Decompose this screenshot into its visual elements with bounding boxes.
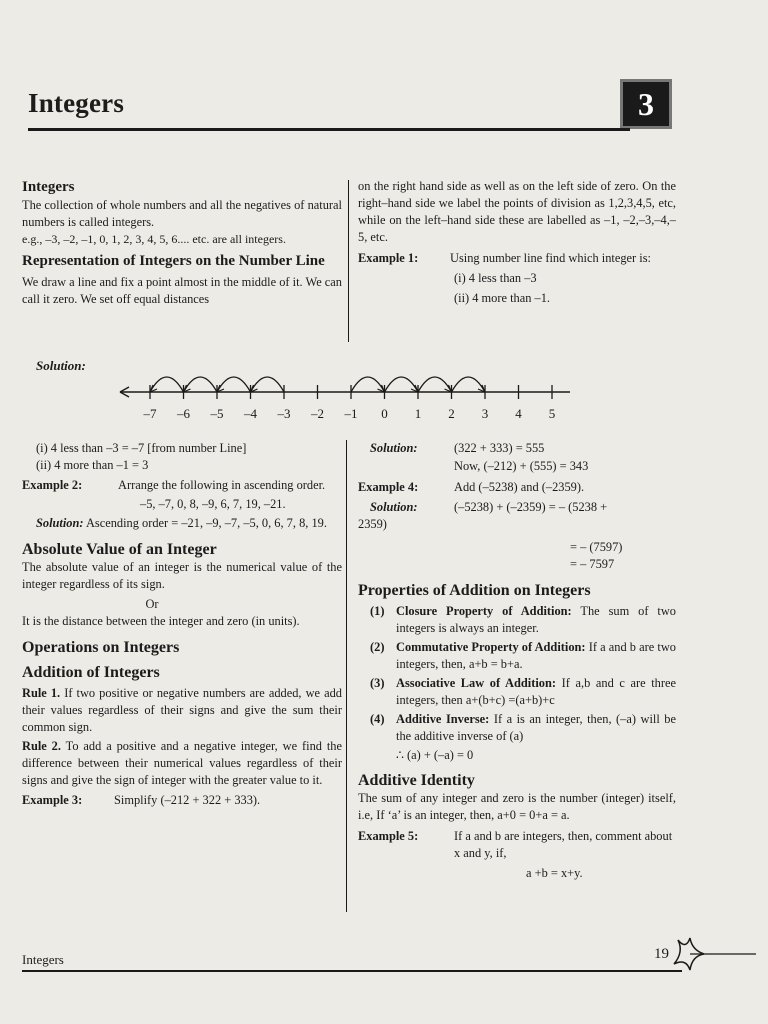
page-number: 19 [654,946,669,962]
right-column-bottom [358,440,676,882]
example-3-text: Simplify (–212 + 322 + 333). [114,793,261,807]
number-line-diagram [110,362,570,432]
chapter-title: Integers [28,88,125,118]
solution-3-line-1 [358,440,676,457]
solution-3-label: Solution: [370,441,418,455]
property-item [358,603,676,637]
example-1-part-i: (i) 4 less than –3 [454,271,537,285]
paragraph-additive-identity: The sum of any integer and zero is the number (integer) itself, i.e, If ‘a’ is an integer, then, a+0 = 0+a = a. [358,791,676,822]
property-number: (1) [370,604,385,618]
number-line-label: –5 [210,406,224,421]
property-title: Associative Law of Addition: [396,676,557,690]
example-1-part-ii: (ii) 4 more than –1. [454,291,551,305]
number-line-label: 1 [414,406,422,421]
solution-4-text-3: = – 7597 [570,557,615,571]
example-1-label: Example 1: [358,251,419,265]
paragraph-collection: The collection of whole numbers and all the negatives of natural numbers is called integers. [22,198,342,229]
example-5-formula: a +b = x+y. [526,866,583,880]
solution-2-label: Solution: [36,516,84,530]
number-line-label: 3 [481,406,489,421]
footer-chapter-name: Integers [22,952,64,967]
chapter-number-badge: 3 [620,79,672,129]
heading-addition: Addition of Integers [22,664,160,681]
heading-absolute-value: Absolute Value of an Integer [22,541,217,558]
title-rule [28,128,630,131]
example-4 [358,479,676,496]
paragraph-absolute-value: The absolute value of an integer is the numerical value of the integer regardless of its sign. [22,560,342,591]
example-5-label: Example 5: [358,829,419,843]
answer-i: (i) 4 less than –3 = –7 [from number Line] [36,441,247,455]
additive-inverse-formula: ∴ (a) + (–a) = 0 [396,748,474,762]
heading-properties: Properties of Addition on Integers [358,582,591,599]
solution-4-text-1b: 2359) [358,517,387,531]
property-number: (3) [370,676,385,690]
heading-integers: Integers [22,179,75,195]
property-title: Commutative Property of Addition: [396,640,586,654]
heading-representation: Representation of Integers on the Number Line [22,253,325,269]
example-2-numbers: –5, –7, 0, 8, –9, 6, 7, 19, –21. [140,497,286,511]
left-column-bottom [22,440,342,809]
example-2-label: Example 2: [22,478,83,492]
property-title: Additive Inverse: [396,712,490,726]
example-3 [22,792,342,809]
paragraph-right-left-side: on the right hand side as well as on the left side of zero. On the right–hand side we label the points of division as 1,2,3,4,5, etc, while on the left–hand side these are labelled as –1, –2,–3,–4,–5, etc. [358,179,676,244]
number-line-label: –4 [244,406,257,421]
number-line-label: –3 [277,406,291,421]
solution-4-label: Solution: [370,500,418,514]
number-line-label: –6 [177,406,190,421]
property-item [358,639,676,673]
example-1-text: Using number line find which integer is: [450,251,651,265]
paragraph-example: e.g., –3, –2, –1, 0, 1, 2, 3, 4, 5, 6.... etc. are all integers. [22,232,286,246]
example-5 [358,828,676,862]
property-text: If a and b are two integers, then, a+b = b+a. [396,640,676,671]
solution-2-text: Ascending order = –21, –9, –7, –5, 0, 6, 7, 8, 19. [83,516,327,530]
property-text: The sum of two integers is always an integer. [396,604,676,635]
solution-3-text-2: Now, (–212) + (555) = 343 [454,459,589,473]
number-line-label: 2 [448,406,455,421]
solution-4-text-1: (–5238) + (–2359) = – (5238 + [454,500,608,514]
property-title: Closure Property of Addition: [396,604,572,618]
left-column-top [22,178,342,308]
properties-list [358,603,676,745]
rule-2-label: Rule 2. [22,739,61,753]
rule-2-text: To add a positive and a negative integer, we find the difference between their numerical values regardless of their signs and give the sign of integer with the greater value to it. [22,739,342,787]
example-4-label: Example 4: [358,480,419,494]
solution-4-line-1 [358,499,676,516]
example-4-text: Add (–5238) and (–2359). [454,480,585,494]
example-1 [358,250,676,267]
rule-1-text: If two positive or negative numbers are added, we add their values regardless of their signs and give the sum their common sign. [22,686,342,734]
example-2-text: Arrange the following in ascending order. [118,478,326,492]
example-2 [22,477,342,494]
number-line-label: 0 [381,406,388,421]
heading-operations: Operations on Integers [22,639,180,656]
property-number: (4) [370,712,385,726]
footer-rule [22,970,682,972]
number-line-label: –1 [344,406,358,421]
number-line-label: 5 [548,406,556,421]
example-3-label: Example 3: [22,793,83,807]
number-line-label: 4 [515,406,522,421]
or-text: Or [145,597,159,611]
property-number: (2) [370,640,385,654]
column-divider-top [348,180,349,342]
example-5-text: If a and b are integers, then, comment about x and y, if, [454,829,673,860]
paragraph-distance: It is the distance between the integer and zero (in units). [22,614,300,628]
property-text: If a,b and c are three integers, then a+(b+c) =(a+b)+c [396,676,676,707]
number-line-label: –2 [311,406,324,421]
heading-additive-identity: Additive Identity [358,772,475,789]
solution-label: Solution: [36,358,86,373]
number-line-label: –7 [143,406,157,421]
right-column-top [358,178,676,307]
page-ornament-icon [668,930,758,980]
rule-1-label: Rule 1. [22,686,61,700]
property-item [358,711,676,745]
paragraph-draw-line: We draw a line and fix a point almost in the middle of it. We can call it zero. We set off equal distances [22,275,342,306]
column-divider-bottom [346,440,347,912]
solution-3-text-1: (322 + 333) = 555 [454,441,545,455]
answer-ii: (ii) 4 more than –1 = 3 [36,458,149,472]
property-item [358,675,676,709]
property-text: If a is an integer, then, (–a) will be the additive inverse of (a) [396,712,676,743]
solution-4-text-2: = – (7597) [570,540,623,554]
